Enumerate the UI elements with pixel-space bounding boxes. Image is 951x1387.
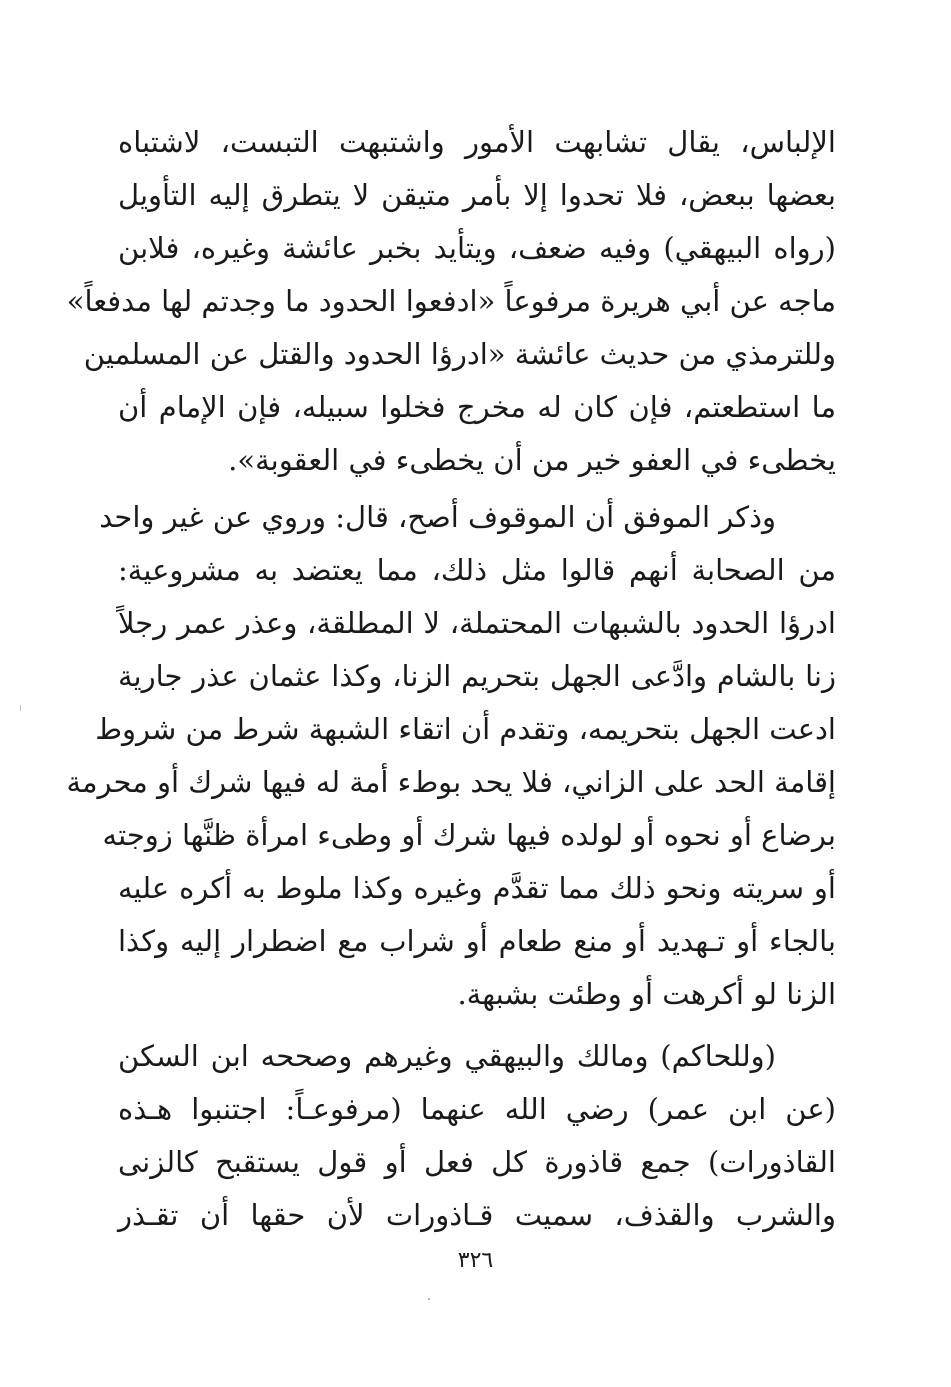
page-number: ٣٢٦ (457, 1248, 494, 1273)
scan-speck (428, 1298, 430, 1300)
paragraph-line: (وللحاكم) ومالك والبيهقي وغيرهم وصححه ابن السكن (118, 1039, 776, 1073)
paragraph-line: والشرب والقذف، سميت قـاذورات لأن حقها أن تقـذر (118, 1198, 836, 1232)
paragraph-1 (66, 116, 836, 487)
paragraph-line: بعضها ببعض، فلا تحدوا إلا بأمر متيقن لا يتطرق إليه التأويل (118, 178, 836, 212)
paragraph-line: بالجاء أو تـهديد أو منع طعام أو شراب مع اضطرار إليه وكذا (118, 924, 836, 958)
paragraph-line: (رواه البيهقي) وفيه ضعف، ويتأيد بخبر عائشة وغيره، فلابن (118, 231, 836, 265)
paragraph-line: ادرؤا الحدود بالشبهات المحتملة، لا المطلقة، وعذر عمر رجلاً (118, 606, 836, 640)
scan-edge-mark (20, 705, 21, 711)
paragraph-line: زنا بالشام وادَّعى الجهل بتحريم الزنا، وكذا عثمان عذر جارية (118, 659, 836, 693)
paragraph-line: القاذورات) جمع قاذورة كل فعل أو قول يستقبح كالزنى (118, 1145, 836, 1179)
paragraph-3 (118, 1030, 836, 1242)
paragraph-line: (عن ابن عمر) رضي الله عنهما (مرفوعـاً: اجتنبوا هـذه (118, 1092, 836, 1126)
paragraph-line: برضاع أو نحوه أو لولده فيها شرك أو وطىء امرأة ظنَّها زوجته (102, 818, 836, 852)
paragraph-line: ادعت الجهل بتحريمه، وتقدم أن اتقاء الشبهة شرط من شروط (95, 712, 836, 746)
paragraph-line: الزنا لو أكرهت أو وطئت بشبهة. (457, 977, 836, 1011)
paragraph-line: وذكر الموفق أن الموقوف أصح، قال: وروي عن غير واحد (99, 500, 776, 534)
paragraph-line: من الصحابة أنهم قالوا مثل ذلك، مما يعتضد به مشروعية: (118, 553, 836, 587)
paragraph-line: ماجه عن أبي هريرة مرفوعاً «ادفعوا الحدود ما وجدتم لها مدفعاً» (66, 284, 836, 318)
paragraph-line: يخطىء في العفو خير من أن يخطىء في العقوبة». (228, 443, 836, 477)
paragraph-line: وللترمذي من حديث عائشة «ادرؤا الحدود والقتل عن المسلمين (83, 337, 836, 371)
paragraph-line: الإلباس، يقال تشابهت الأمور واشتبهت التبست، لاشتباه (118, 125, 836, 159)
paragraph-line: ما استطعتم، فإن كان له مخرج فخلوا سبيله، فإن الإمام أن (118, 390, 836, 424)
paragraph-2 (66, 491, 836, 1021)
paragraph-line: أو سريته ونحو ذلك مما تقدَّم وغيره وكذا ملوط به أكره عليه (118, 871, 836, 905)
paragraph-line: إقامة الحد على الزاني، فلا يحد بوطء أمة له فيها شرك أو محرمة (66, 765, 836, 799)
